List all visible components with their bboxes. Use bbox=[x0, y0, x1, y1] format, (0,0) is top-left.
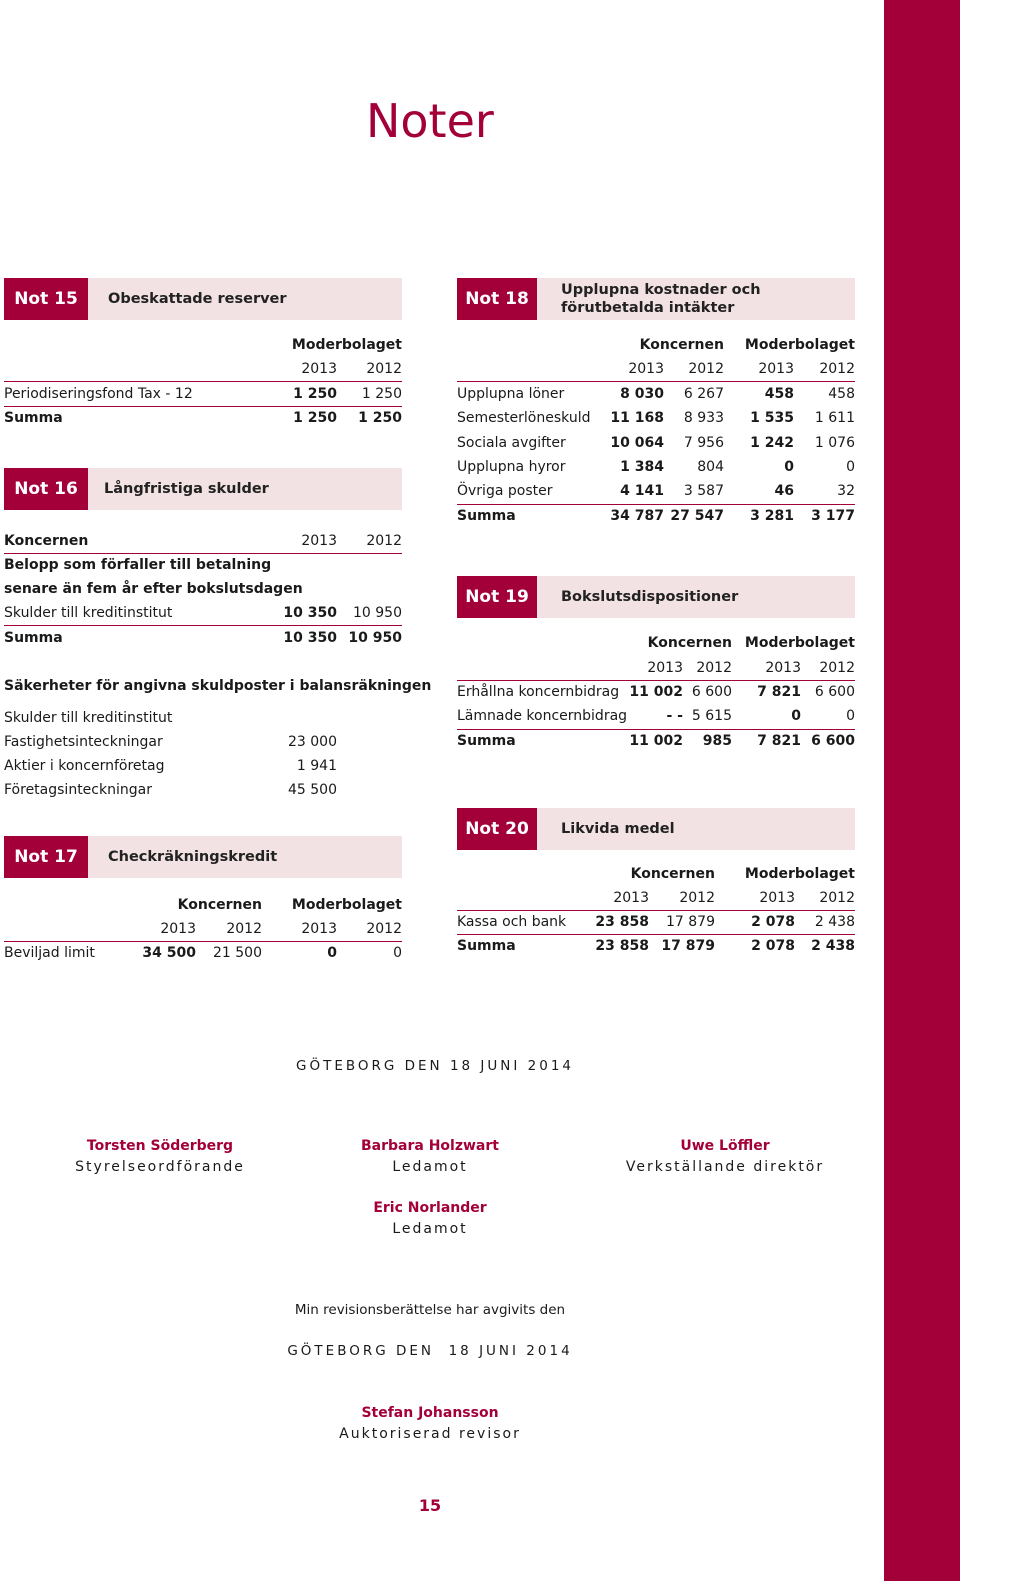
note-20-header bbox=[457, 808, 855, 850]
cell-value: 7 821 bbox=[757, 732, 801, 749]
cell-value: 6 267 bbox=[683, 386, 724, 402]
note-17-years bbox=[4, 917, 402, 941]
row-label: Summa bbox=[457, 507, 516, 524]
cell-value: 458 bbox=[828, 386, 855, 402]
cell-value: 0 bbox=[784, 458, 794, 475]
note-16-subheading bbox=[4, 577, 402, 601]
note-16-tag: Not 16 bbox=[4, 468, 88, 510]
cell-value: 8 030 bbox=[620, 386, 664, 402]
security-row bbox=[4, 730, 402, 754]
cell-value: 1 611 bbox=[814, 410, 855, 427]
note-18-tag: Not 18 bbox=[457, 278, 537, 320]
table-row-total bbox=[457, 934, 855, 958]
cell-value: 21 500 bbox=[213, 945, 262, 961]
table-row-total bbox=[457, 729, 855, 753]
note-20-tag: Not 20 bbox=[457, 808, 537, 850]
table-row-total bbox=[4, 626, 402, 650]
year-label: 2013 bbox=[301, 361, 337, 377]
column-group-label: Moderbolaget bbox=[291, 337, 402, 353]
cell-value: 1 242 bbox=[750, 434, 794, 451]
table-row bbox=[457, 704, 855, 728]
cell-value: 6 600 bbox=[691, 684, 732, 700]
column-group-label: Koncernen bbox=[639, 337, 724, 353]
cell-value: 1 535 bbox=[750, 410, 794, 427]
subheading-text: Skulder till kreditinstitut bbox=[4, 710, 173, 726]
row-label: Företagsinteckningar bbox=[4, 782, 152, 798]
heading-text: Säkerheter för angivna skuldposter i balansräkningen bbox=[4, 678, 432, 694]
column-group-label: Moderbolaget bbox=[744, 337, 855, 353]
row-label: Summa bbox=[4, 630, 63, 646]
cell-value: 45 500 bbox=[288, 782, 337, 798]
year-label: 2012 bbox=[366, 361, 402, 377]
note-19-tag: Not 19 bbox=[457, 576, 537, 618]
note-17-group-header bbox=[4, 893, 402, 917]
year-label: 2012 bbox=[226, 921, 262, 937]
row-label: Fastighetsinteckningar bbox=[4, 734, 163, 750]
subheading-text: senare än fem år efter bokslutsdagen bbox=[4, 581, 303, 597]
security-subheading bbox=[4, 706, 402, 730]
cell-value: 1 250 bbox=[358, 410, 402, 426]
cell-value: 1 941 bbox=[296, 758, 337, 774]
table-row bbox=[457, 406, 855, 430]
table-row bbox=[457, 910, 855, 934]
year-label: 2012 bbox=[819, 890, 855, 906]
note-20-group-header bbox=[457, 862, 855, 886]
table-row bbox=[4, 382, 402, 406]
cell-value: 5 615 bbox=[691, 708, 732, 725]
column-group-label: Moderbolaget bbox=[291, 897, 402, 913]
year-label: 2012 bbox=[679, 890, 715, 906]
cell-value: 17 879 bbox=[661, 938, 715, 955]
table-row bbox=[457, 479, 855, 503]
cell-value: 1 250 bbox=[361, 386, 402, 402]
cell-value: 1 250 bbox=[293, 410, 337, 426]
year-label: 2013 bbox=[765, 660, 801, 676]
note-17-header bbox=[4, 836, 402, 878]
cell-value: 46 bbox=[774, 483, 794, 500]
table-row-total bbox=[4, 406, 402, 430]
year-label: 2013 bbox=[613, 890, 649, 906]
table-row bbox=[457, 382, 855, 406]
audit-note: Min revisionsberättelse har avgivits den bbox=[294, 1302, 566, 1318]
column-group-label: Moderbolaget bbox=[744, 635, 855, 651]
row-label: Upplupna löner bbox=[457, 386, 565, 402]
note-17-tag: Not 17 bbox=[4, 836, 88, 878]
cell-value: 32 bbox=[837, 483, 855, 500]
signatory-role: Verkställande direktör bbox=[625, 1159, 825, 1175]
cell-value: 10 064 bbox=[610, 434, 664, 451]
title-line: förutbetalda intäkter bbox=[561, 300, 735, 316]
auditor-name: Stefan Johansson bbox=[361, 1405, 499, 1421]
signing-place-date: GÖTEBORG DEN 18 JUNI 2014 bbox=[295, 1058, 575, 1074]
cell-value: 804 bbox=[697, 458, 724, 475]
cell-value: 2 438 bbox=[811, 938, 855, 955]
note-17-title: Checkräkningskredit bbox=[108, 849, 278, 865]
row-label: Lämnade koncernbidrag bbox=[457, 708, 628, 725]
cell-value: 7 821 bbox=[757, 684, 801, 700]
cell-value: 2 438 bbox=[814, 914, 855, 930]
year-label: 2013 bbox=[301, 921, 337, 937]
year-label: 2012 bbox=[819, 660, 855, 676]
auditor-role: Auktoriserad revisor bbox=[339, 1426, 521, 1442]
year-label: 2012 bbox=[366, 533, 402, 549]
cell-value: 23 858 bbox=[595, 914, 649, 930]
year-label: 2012 bbox=[819, 361, 855, 377]
table-row bbox=[457, 680, 855, 704]
year-label: 2012 bbox=[688, 361, 724, 377]
year-label: 2013 bbox=[758, 361, 794, 377]
column-group-label: Koncernen bbox=[630, 866, 715, 882]
note-15-header bbox=[4, 278, 402, 320]
cell-value: 2 078 bbox=[751, 938, 795, 955]
year-label: 2013 bbox=[160, 921, 196, 937]
note-15-tag: Not 15 bbox=[4, 278, 88, 320]
cell-value: 0 bbox=[327, 945, 337, 961]
cell-value: 1 384 bbox=[620, 458, 664, 475]
security-heading bbox=[4, 674, 432, 698]
cell-value: 2 078 bbox=[751, 914, 795, 930]
year-label: 2013 bbox=[301, 533, 337, 549]
column-group-label: Koncernen bbox=[177, 897, 262, 913]
page-title: Noter bbox=[366, 94, 494, 148]
note-19-years bbox=[457, 656, 855, 680]
table-row-total bbox=[457, 504, 855, 528]
row-label: Kassa och bank bbox=[457, 914, 567, 930]
cell-value: 8 933 bbox=[683, 410, 724, 427]
signatory-role: Ledamot bbox=[392, 1159, 468, 1175]
security-row bbox=[4, 754, 402, 778]
cell-value: 10 350 bbox=[283, 605, 337, 621]
year-label: 2012 bbox=[366, 921, 402, 937]
security-row bbox=[4, 778, 402, 802]
cell-value: 458 bbox=[764, 386, 794, 402]
row-label: Summa bbox=[4, 410, 63, 426]
row-label: Summa bbox=[457, 732, 516, 749]
table-row bbox=[457, 431, 855, 455]
cell-value: 7 956 bbox=[683, 434, 724, 451]
signatory-role: Styrelseordförande bbox=[75, 1159, 245, 1175]
row-label: Beviljad limit bbox=[4, 945, 95, 961]
cell-value: 985 bbox=[702, 732, 732, 749]
signatory-name: Barbara Holzwart bbox=[361, 1138, 499, 1154]
cell-value: 10 950 bbox=[348, 630, 402, 646]
column-group-label: Moderbolaget bbox=[744, 866, 855, 882]
note-19-group-header bbox=[457, 631, 855, 655]
cell-value: - - bbox=[666, 708, 683, 725]
note-16-title: Långfristiga skulder bbox=[104, 481, 269, 497]
audit-date: GÖTEBORG DEN 18 JUNI 2014 bbox=[287, 1343, 573, 1359]
cell-value: 17 879 bbox=[666, 914, 715, 930]
cell-value: 3 281 bbox=[750, 507, 794, 524]
page-number: 15 bbox=[418, 1496, 442, 1515]
cell-value: 27 547 bbox=[670, 507, 724, 524]
note-18-header bbox=[457, 278, 855, 320]
cell-value: 4 141 bbox=[620, 483, 664, 500]
note-20-years bbox=[457, 886, 855, 910]
row-label: Sociala avgifter bbox=[457, 434, 566, 451]
year-label: 2012 bbox=[696, 660, 732, 676]
year-label: 2013 bbox=[647, 660, 683, 676]
cell-value: 1 076 bbox=[814, 434, 855, 451]
note-19-header bbox=[457, 576, 855, 618]
cell-value: 11 002 bbox=[629, 684, 683, 700]
note-15-group-header bbox=[4, 333, 402, 357]
cell-value: 6 600 bbox=[811, 732, 855, 749]
note-16-subheading bbox=[4, 553, 402, 577]
note-19-title: Bokslutsdispositioner bbox=[561, 589, 739, 605]
row-label: Semesterlöneskuld bbox=[457, 410, 591, 427]
note-20-title: Likvida medel bbox=[561, 821, 675, 837]
note-15-years bbox=[4, 357, 402, 381]
column-group-label: Koncernen bbox=[647, 635, 732, 651]
note-15-title: Obeskattade reserver bbox=[108, 291, 287, 307]
note-18-group-header bbox=[457, 333, 855, 357]
cell-value: 0 bbox=[846, 708, 855, 725]
cell-value: 0 bbox=[393, 945, 402, 961]
row-label: Skulder till kreditinstitut bbox=[4, 605, 173, 621]
table-row bbox=[4, 941, 402, 965]
note-18-years bbox=[457, 357, 855, 381]
row-label: Övriga poster bbox=[457, 483, 553, 500]
row-label: Upplupna hyror bbox=[457, 458, 566, 475]
column-group-label: Koncernen bbox=[4, 533, 89, 549]
cell-value: 34 500 bbox=[142, 945, 196, 961]
title-line: Upplupna kostnader och bbox=[561, 282, 761, 298]
cell-value: 23 858 bbox=[595, 938, 649, 955]
cell-value: 11 168 bbox=[610, 410, 664, 427]
cell-value: 10 350 bbox=[283, 630, 337, 646]
table-row bbox=[4, 601, 402, 625]
cell-value: 3 177 bbox=[811, 507, 855, 524]
note-16-column-header bbox=[4, 529, 402, 553]
signatory-name: Uwe Löffler bbox=[680, 1138, 770, 1154]
year-label: 2013 bbox=[759, 890, 795, 906]
cell-value: 0 bbox=[791, 708, 801, 725]
cell-value: 10 950 bbox=[353, 605, 402, 621]
signatory-role: Ledamot bbox=[392, 1221, 468, 1237]
cell-value: 11 002 bbox=[629, 732, 683, 749]
sidebar-band bbox=[884, 0, 1010, 1581]
cell-value: 3 587 bbox=[683, 483, 724, 500]
cell-value: 34 787 bbox=[610, 507, 664, 524]
signatory-name: Eric Norlander bbox=[373, 1200, 487, 1216]
sidebar-label: NOTER bbox=[956, 365, 1010, 555]
cell-value: 1 250 bbox=[293, 386, 337, 402]
row-label: Erhållna koncernbidrag bbox=[457, 684, 620, 700]
year-label: 2013 bbox=[628, 361, 664, 377]
row-label: Periodiseringsfond Tax - 12 bbox=[4, 386, 193, 402]
note-16-header bbox=[4, 468, 402, 510]
row-label: Summa bbox=[457, 938, 516, 955]
signatory-name: Torsten Söderberg bbox=[86, 1138, 234, 1154]
cell-value: 23 000 bbox=[288, 734, 337, 750]
row-label: Aktier i koncernföretag bbox=[4, 758, 165, 774]
table-row bbox=[457, 455, 855, 479]
cell-value: 6 600 bbox=[814, 684, 855, 700]
subheading-text: Belopp som förfaller till betalning bbox=[4, 557, 272, 573]
note-18-title bbox=[561, 278, 761, 320]
cell-value: 0 bbox=[846, 458, 855, 475]
